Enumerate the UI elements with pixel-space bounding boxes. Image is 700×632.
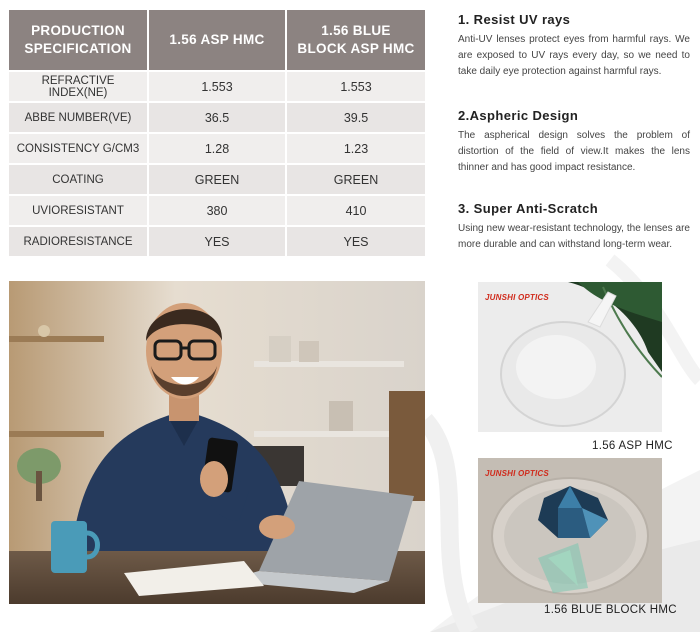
header-spec: PRODUCTION SPECIFICATION: [9, 10, 149, 72]
blue-value: GREEN: [287, 165, 425, 196]
asp-value: YES: [149, 227, 287, 258]
feature-text: Anti-UV lenses protect eyes from harmful rays. We are exposed to UV rays every day, so we need to take daily eye protection against harmful rays.: [458, 34, 690, 77]
table-row: [9, 165, 425, 196]
row-label: UVIORESISTANT: [9, 196, 149, 227]
asp-value: 36.5: [149, 103, 287, 134]
feature-scratch: [458, 201, 690, 253]
row-label: REFRACTIVE INDEX(NE): [9, 72, 149, 103]
header-blue: 1.56 BLUE BLOCK ASP HMC: [287, 10, 425, 72]
lifestyle-photo: [9, 281, 425, 604]
asp-value: 1.28: [149, 134, 287, 165]
product-caption: 1.56 ASP HMC: [592, 440, 673, 452]
table-row: [9, 103, 425, 134]
lens-illustration: [478, 282, 662, 432]
blue-value: 410: [287, 196, 425, 227]
lens-with-gem-illustration: [478, 458, 662, 603]
asp-value: GREEN: [149, 165, 287, 196]
header-asp: 1.56 ASP HMC: [149, 10, 287, 72]
feature-uv: [458, 12, 690, 80]
blue-value: 1.553: [287, 72, 425, 103]
product-caption: 1.56 BLUE BLOCK HMC: [544, 604, 677, 616]
row-label: COATING: [9, 165, 149, 196]
feature-aspheric: [458, 108, 690, 176]
asp-value: 1.553: [149, 72, 287, 103]
brand-logo: JUNSHI OPTICS: [485, 293, 549, 302]
spec-header-row: [9, 10, 425, 72]
feature-title: 1. Resist UV rays: [458, 12, 571, 27]
brand-logo: JUNSHI OPTICS: [485, 469, 549, 478]
row-label: RADIORESISTANCE: [9, 227, 149, 258]
feature-text: Using new wear-resistant technology, the lenses are more durable and can withstand long-term wear.: [458, 223, 690, 250]
feature-title: 3. Super Anti-Scratch: [458, 201, 599, 216]
product-image-blue-block-hmc: [478, 458, 662, 603]
feature-title: 2.Aspheric Design: [458, 108, 579, 123]
asp-value: 380: [149, 196, 287, 227]
row-label: CONSISTENCY G/CM3: [9, 134, 149, 165]
blue-value: 39.5: [287, 103, 425, 134]
table-row: [9, 227, 425, 258]
feature-text: The aspherical design solves the problem of distortion of the field of view.It makes the lens thinner and has good impact resistance.: [458, 130, 690, 173]
spec-table: [9, 10, 425, 258]
man-using-phone-illustration: [9, 281, 425, 604]
table-row: [9, 196, 425, 227]
row-label: ABBE NUMBER(VE): [9, 103, 149, 134]
product-image-asp-hmc: [478, 282, 662, 432]
table-row: [9, 72, 425, 103]
blue-value: 1.23: [287, 134, 425, 165]
table-row: [9, 134, 425, 165]
blue-value: YES: [287, 227, 425, 258]
